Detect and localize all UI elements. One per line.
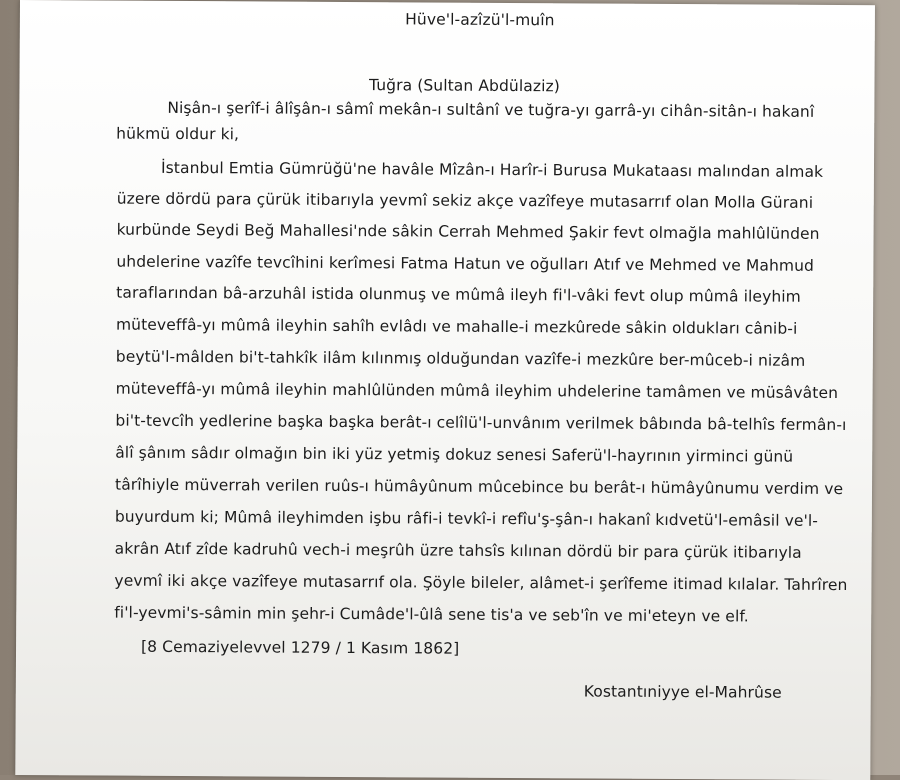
date-note: [8 Cemaziyelevvel 1279 / 1 Kasım 1862] [140, 637, 460, 658]
invocation-line: Hüve'l-azîzü'l-muîn [405, 10, 555, 30]
body-line-13: târîhiyle müverrah verilen ruûs-ı hümâyûnum mûcebince bu berât-ı hümâyûnumu verdim ve [114, 475, 844, 499]
body-line-14: buyurdum ki; Mûmâ ileyhimden işbu râfi-i tevkî-i refîu'ş-şân-ı hakanî kıdvetü'l-emâsil ve'l- [114, 507, 819, 530]
body-line-8: müteveffâ-yı mûmâ ileyhin sahîh evlâdı ve mahalle-i mezkûrede sâkin oldukları cânib-i [115, 315, 798, 338]
body-line-4: üzere dördü para çürük itibarıyla yevmî sekiz akçe vazîfeye mutasarrıf olan Molla Gürani [116, 189, 814, 212]
body-line-12: âlî şânım sâdır olmağın bin iki yüz yetmiş dokuz senesi Saferü'l-hayrının yirminci günü [115, 443, 794, 466]
body-line-3: İstanbul Emtia Gümrüğü'ne havâle Mîzân-ı Harîr-i Burusa Mukataası malından almak [160, 158, 824, 181]
body-line-15: akrân Atıf zîde kadruhû vech-i meşrûh üzre tahsîs kılınan dördü bir para çürük itibarıyla [114, 539, 802, 562]
body-line-11: bi't-tevcîh yedlerine başka başka berât-ı celîlü'l-unvânım verilmek bâbında bâ-telhîs fermân-ı [115, 411, 847, 435]
body-line-2: hükmü oldur ki, [116, 124, 240, 144]
tughra-caption: Tuğra (Sultan Abdülaziz) [368, 76, 560, 96]
body-line-7: taraflarından bâ-arzuhâl istida olunmuş ve mûmâ ileyh fi'l-vâki fevt olup mûmâ ileyhim [116, 283, 801, 306]
body-line-16: yevmî iki akçe vazîfeye mutasarrıf ola. Şöyle bileler, alâmet-i şerîfeme itimad kılalar. Tahrîren [114, 571, 848, 595]
body-line-9: beytü'l-mâlden bi't-tahkîk ilâm kılınmış olduğundan vazîfe-i mezkûre ber-mûceb-i nizâm [115, 347, 806, 370]
body-line-6: uhdelerine vazîfe tevcîhini kerîmesi Fatma Hatun ve oğulları Atıf ve Mehmed ve Mahmud [116, 252, 815, 275]
document-page [15, 0, 875, 780]
body-line-10: müteveffâ-yı mûmâ ileyhin mahlûlünden mûmâ ileyhim uhdelerine tamâmen ve müsâvâten [115, 379, 839, 403]
body-line-17: fi'l-yevmi's-sâmin min şehr-i Cumâde'l-ûlâ sene tis'a ve seb'în ve mi'eteyn ve elf. [114, 603, 749, 626]
body-line-5: kurbünde Seydi Beğ Mahallesi'nde sâkin Cerrah Mehmed Şakir fevt olmağla mahlûlünden [116, 220, 820, 243]
place-of-issue: Kostantıniyye el-Mahrûse [583, 682, 782, 702]
body-line-1: Nişân-ı şerîf-i âlîşân-ı sâmî mekân-ı sultânî ve tuğra-yı garrâ-yı cihân-sitân-ı hakanî [167, 98, 815, 121]
